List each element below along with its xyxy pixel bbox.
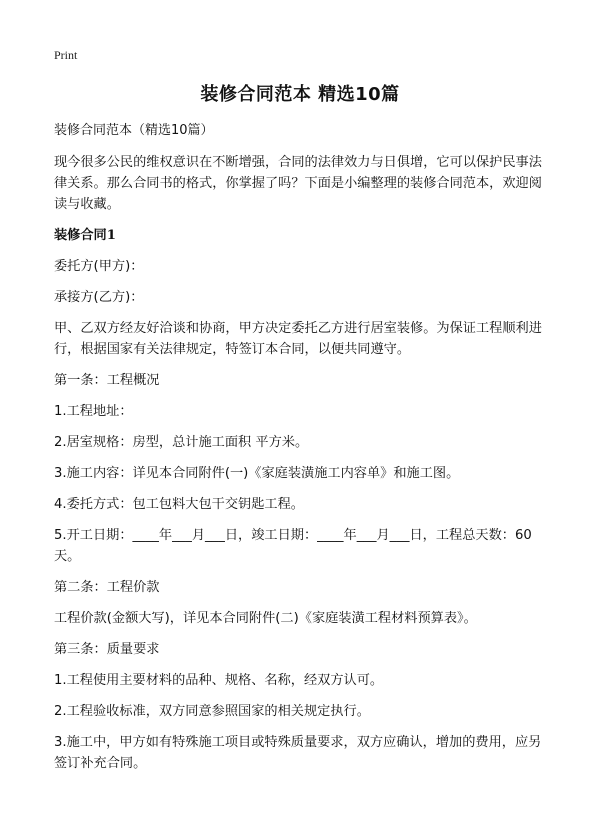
- document-body: [54, 120, 554, 784]
- agreement-paragraph: 甲、乙双方经友好洽谈和协商，甲方决定委托乙方进行居室装修。为保证工程顺利进行，根据国家有关法律规定，特签订本合同，以便共同遵守。: [54, 321, 542, 357]
- clause-item: 2.工程验收标准，双方同意参照国家的相关规定执行。: [54, 704, 370, 719]
- party-a-line: 委托方(甲方)：: [54, 259, 144, 274]
- document-title: 装修合同范本 精选10篇: [200, 84, 400, 105]
- article-heading: 第一条：工程概况: [54, 373, 160, 388]
- print-label: Print: [54, 48, 78, 62]
- intro-paragraph: 现今很多公民的维权意识在不断增强，合同的法律效力与日俱增，它可以保护民事法律关系。那么合同书的格式，你掌握了吗？下面是小编整理的装修合同范本，欢迎阅读与收藏。: [54, 155, 542, 212]
- article-heading: 第二条：工程价款: [54, 580, 160, 595]
- clause-item: 2.居室规格：房型，总计施工面积 平方米。: [54, 435, 309, 450]
- clause-item: 5.开工日期：____年___月___日，竣工日期：____年___月___日，工程总天数：60天。: [54, 528, 532, 564]
- article-heading: 第三条：质量要求: [54, 642, 160, 657]
- party-b-line: 承接方(乙方)：: [54, 290, 144, 305]
- clause-item: 1.工程地址：: [54, 404, 133, 419]
- clause-item: 3.施工中，甲方如有特殊施工项目或特殊质量要求，双方应确认，增加的费用，应另签订补充合同。: [54, 735, 542, 771]
- subtitle: 装修合同范本（精选10篇）: [54, 123, 214, 138]
- clause-item: 3.施工内容：详见本合同附件(一)《家庭装潢施工内容单》和施工图。: [54, 466, 460, 481]
- section-heading: 装修合同1: [54, 228, 116, 243]
- clause-item: 1.工程使用主要材料的品种、规格、名称，经双方认可。: [54, 673, 384, 688]
- clause-item: 4.委托方式：包工包料大包干交钥匙工程。: [54, 497, 304, 512]
- clause-item: 工程价款(金额大写)，详见本合同附件(二)《家庭装潢工程材料预算表》。: [54, 611, 477, 626]
